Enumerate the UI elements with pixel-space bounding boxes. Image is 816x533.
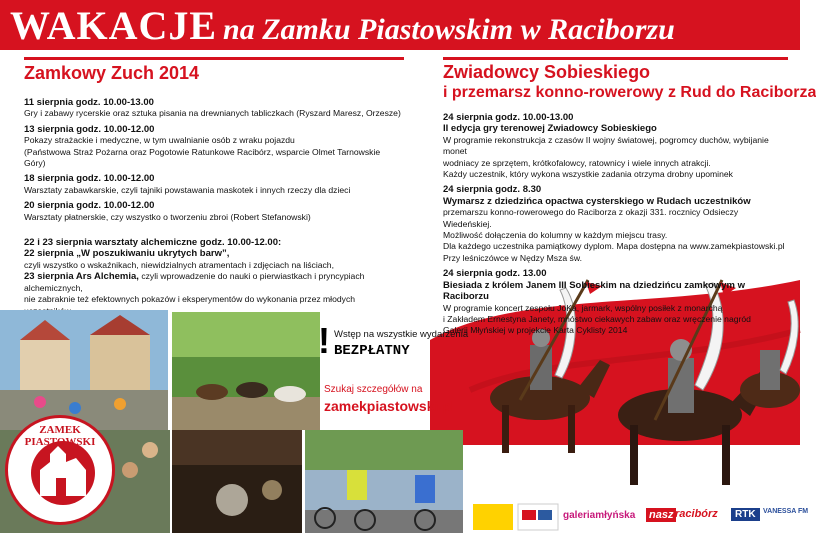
sponsor-nasz: nasz xyxy=(646,508,676,522)
right-events-list xyxy=(443,112,788,337)
event-desc: Gry i zabawy rycerskie oraz sztuka pisania na drewnianych tabliczkach (Ryszard Maresz, Orzesze) xyxy=(24,108,401,119)
admission-free: BEZPŁATNY xyxy=(334,343,410,359)
header-title xyxy=(10,2,675,49)
workshop-2-title: 23 sierpnia Ars Alchemia, xyxy=(24,271,139,283)
left-events-list xyxy=(24,97,404,317)
event-desc: (Państwowa Straż Pożarna oraz Pogotowie Ratunkowe Racibórz, wsparcie Olmet Tarnowskie Góry) xyxy=(24,146,381,169)
sponsors-bar xyxy=(463,500,809,533)
workshop-2-desc-cont: nie zabraknie też efektownych pokazów i eksperymentów do wykonania przez młodych xyxy=(24,294,356,305)
workshops-header: 22 i 23 sierpnia warsztaty alchemiczne godz. 10.00-12.00: xyxy=(24,237,282,249)
header-title-main: WAKACJE xyxy=(10,3,218,48)
event-desc: Dla każdego uczestnika pamiątkowy dyplom. Mapa dostępna na www.zamekpiastowski.pl xyxy=(443,241,785,252)
event-desc: Warsztaty zabawkarskie, czyli tajniki powstawania maskotek i innych rzeczy dla dzieci xyxy=(24,184,351,195)
workshop-2-desc: czyli wprowadzenie do nauki o pierwiastkach i pryncypiach alchemicznych, xyxy=(24,271,365,293)
event-desc: W programie rekonstrukcja z czasów II wojny światowej, pogromcy duchów, wybijanie monet xyxy=(443,134,769,157)
admission-line: Wstęp na wszystkie wydarzenia xyxy=(334,329,469,340)
event-date: 11 sierpnia godz. 10.00-13.00 xyxy=(24,97,154,108)
event-title: II edycja gry terenowej Zwiadowcy Sobieskiego xyxy=(443,123,657,135)
event-date: 24 sierpnia godz. 13.00 xyxy=(443,268,547,280)
header-banner xyxy=(0,0,800,50)
event-desc: Pokazy strażackie i medyczne, w tym uwalnianie osób z wraku pojazdu xyxy=(24,135,295,146)
photo-cyclists xyxy=(305,430,463,533)
event-desc: Przy leśniczówce w Nędzy Msza św. xyxy=(443,252,582,263)
logo-text: ZAMEK PIASTOWSKI xyxy=(24,424,96,448)
event-date: 18 sierpnia godz. 10.00-12.00 xyxy=(24,173,155,185)
sponsor-rtk: RTK xyxy=(731,508,760,521)
sponsor-logo-1 xyxy=(473,504,513,530)
zamek-piastowski-logo xyxy=(5,415,115,525)
right-title-rule xyxy=(443,57,788,60)
event-date: 20 sierpnia godz. 10.00-12.00 xyxy=(24,200,155,212)
event-desc: i Zakładem Ernestyna Janety, mnóstwo ciekawych zabaw oraz wręczenie nagród xyxy=(443,313,751,324)
event-title: Wymarsz z dziedzińca opactwa cysterskiego w Rudach uczestników xyxy=(443,195,751,207)
photo-riders-forest xyxy=(172,312,320,430)
left-section-title: Zamkowy Zuch 2014 xyxy=(24,63,200,83)
right-section-title: Zwiadowcy Sobieskiego xyxy=(443,62,651,82)
sponsor-logo-2 xyxy=(518,504,558,530)
left-title-rule xyxy=(24,57,404,60)
event-desc: Każdy uczestnik, który wykona wszystkie zadania otrzyma drobny upominek xyxy=(443,169,733,180)
event-desc: Warsztaty płatnerskie, czy wszystko o tworzeniu zbroi (Robert Stefanowski) xyxy=(24,211,311,222)
event-date: 24 sierpnia godz. 10.00-13.00 xyxy=(443,112,574,123)
sponsor-raciborz: racibórz xyxy=(675,508,718,520)
sponsor-vanessa: VANESSA FM xyxy=(763,508,809,515)
header-title-rest: na Zamku Piastowskim w Raciborzu xyxy=(223,13,675,46)
event-desc: Możliwość dołączenia do kolumny w każdym miejscu trasy. xyxy=(443,230,668,241)
sponsor-galeria: galeriamłyńska xyxy=(563,510,636,521)
photo-castle-courtyard xyxy=(0,310,168,432)
event-desc: wodniacy ze sprzętem, krótkofalowcy, ratownicy i wiele innych atrakcji. xyxy=(443,157,711,168)
event-desc: W programie koncert zespołu JoKa, jarmark, wspólny posiłek z monarchą xyxy=(443,302,723,313)
event-date: 13 sierpnia godz. 10.00-12.00 xyxy=(24,123,155,135)
photo-night-courtyard xyxy=(172,430,302,533)
event-title: Biesiada z królem Janem III Sobieskim na dziedzińcu zamkowym w Raciborzu xyxy=(443,279,745,303)
workshop-1-title: 22 sierpnia „W poszukiwaniu ukrytych barw”, xyxy=(24,248,230,260)
website-link[interactable]: zamekpiastowski.pl xyxy=(324,398,455,414)
event-date: 24 sierpnia godz. 8.30 xyxy=(443,184,542,196)
right-section-subtitle: i przemarsz konno-rowerowy z Rud do Raciborza xyxy=(443,84,816,101)
workshop-1-desc: czyli wszystko o wskaźnikach, niewidzialnych atramentach i zdjęciach na liściach, xyxy=(24,259,334,270)
exclamation-icon: ! xyxy=(318,320,330,361)
event-desc: Galerii Młyńskiej w projekcie Karta Cyklisty 2014 xyxy=(443,325,628,336)
event-desc: przemarszu konno-rowerowego do Raciborza z okazji 331. rocznicy Odsieczy Wiedeńskiej. xyxy=(443,207,739,229)
search-details-line: Szukaj szczegółów na xyxy=(324,384,423,395)
